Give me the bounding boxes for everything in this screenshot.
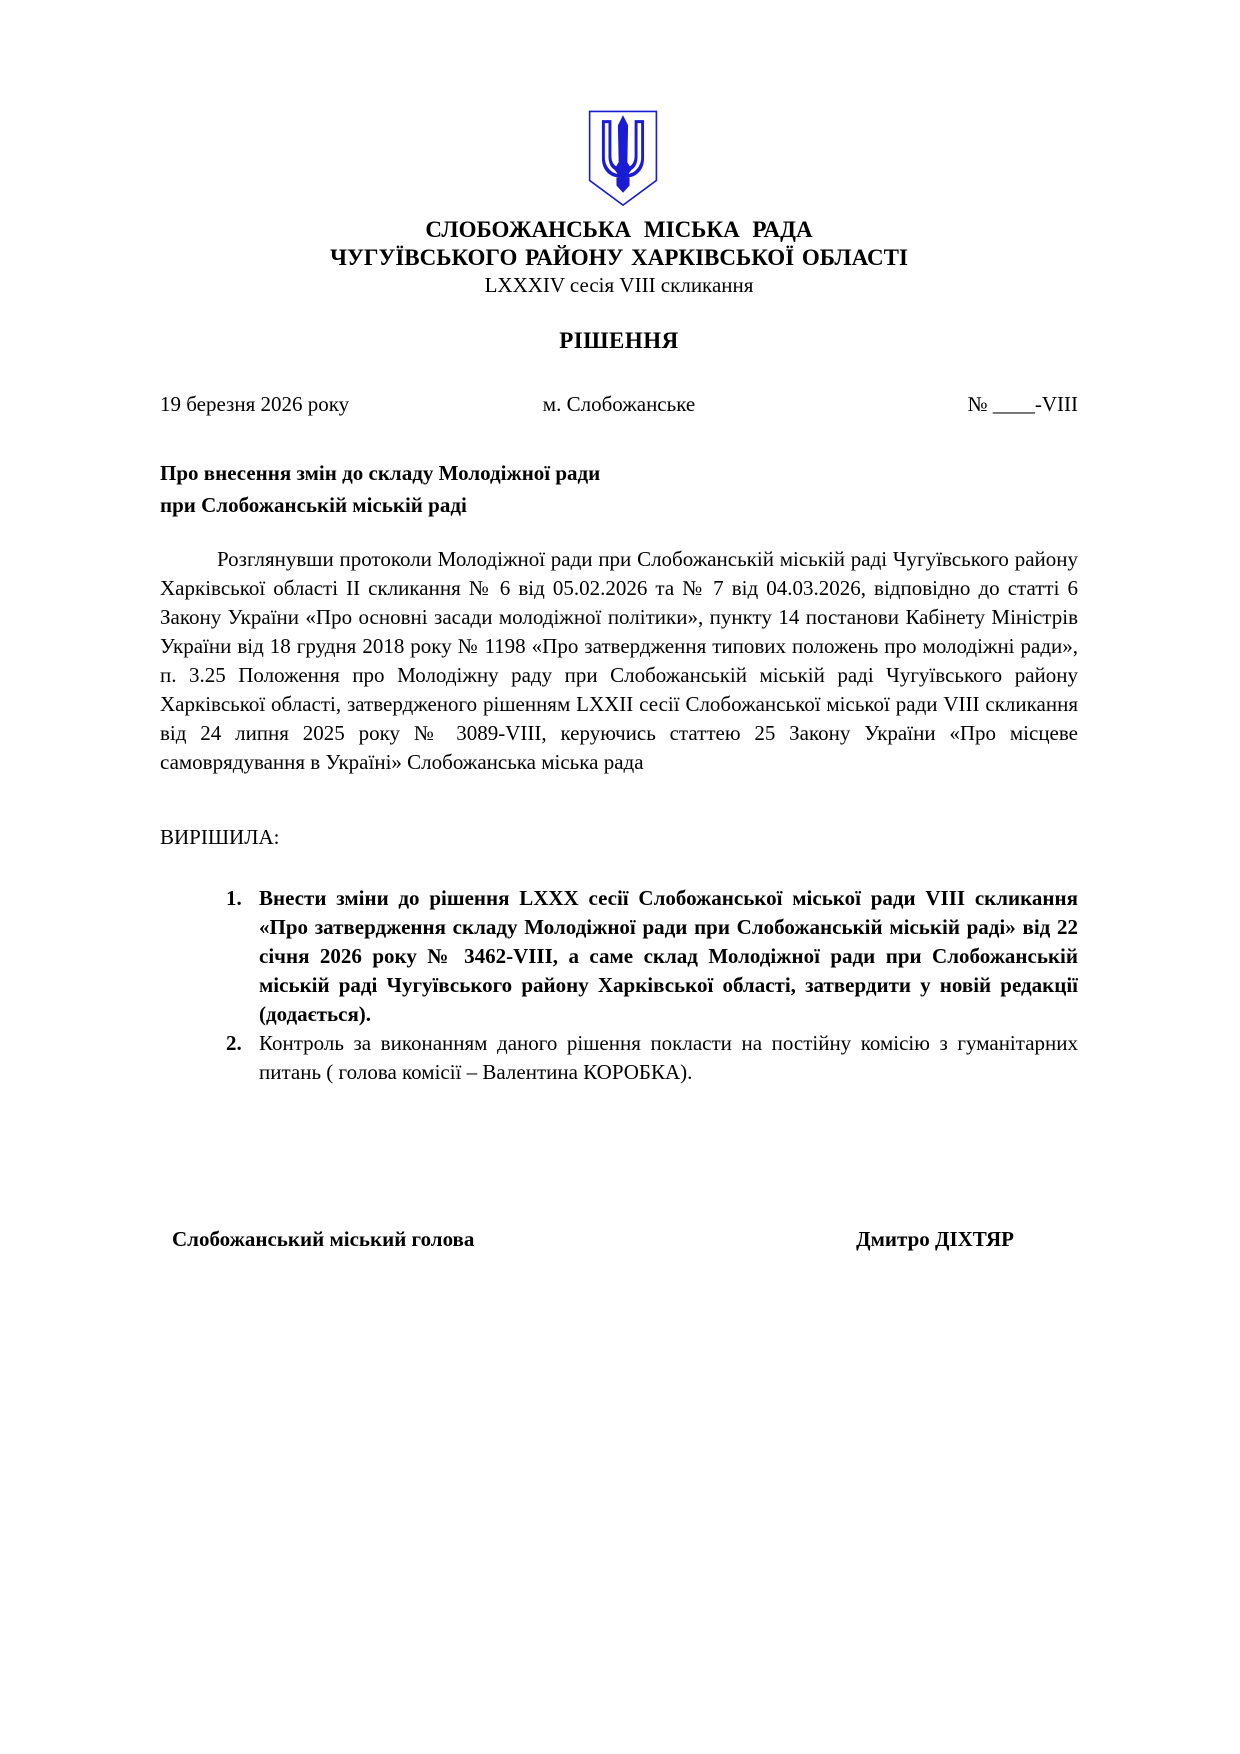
decision-subject [160,457,1078,521]
signatory-position: Слобожанський міський голова [172,1227,475,1251]
signatory-name: Дмитро ДІХТЯР [856,1227,1014,1251]
resolved-label: ВИРІШИЛА: [160,825,280,849]
item-1-text: Внести зміни до рішення LXXX сесії Слобожанської міської ради VIII скликання «Про затвердження складу Молодіжної ради при Слобожанській міській раді» від 22 січня 2026 року № 3462-VIII, а саме склад Молодіжної ради при Слобожанській міській раді Чугуївського району Харківської області, затвердити у новій редакції (додається). [259,886,1078,1026]
item-2-text: Контроль за виконанням даного рішення покласти на постійну комісію з гуманітарних питань ( голова комісії – Валентина КОРОБКА). [259,1031,1078,1084]
decision-number: № ____-VIII [967,392,1078,416]
resolution-items [160,884,1078,1087]
coat-of-arms [168,110,1078,208]
subject-line-2: при Слобожанській міській раді [160,493,467,517]
meta-row [160,392,1078,417]
subject-line-1: Про внесення змін до складу Молодіжної ради [160,461,601,485]
decision-place: м. Слобожанське [542,392,696,416]
signature-row [160,1227,1078,1252]
resolution-item-2 [160,1029,1078,1087]
district-name: ЧУГУЇВСЬКОГО РАЙОНУ ХАРКІВСЬКОЇ ОБЛАСТІ [330,245,908,270]
session-line: LXXXIV сесія VIII скликання [484,273,754,297]
item-2-number: 2. [226,1031,242,1055]
trident-emblem-icon [586,110,660,208]
decision-date: 19 березня 2026 року [160,392,350,416]
resolution-item-1 [160,884,1078,1029]
item-1-number: 1. [226,886,242,910]
document-type-title: РІШЕННЯ [559,328,679,353]
council-name: СЛОБОЖАНСЬКА МІСЬКА РАДА [425,217,813,242]
preamble-paragraph: Розглянувши протоколи Молодіжної ради при Слобожанській міській раді Чугуївського району Харківської області ІІ скликання № 6 від 05.02.2026 та № 7 від 04.03.2026, відповідно до статті 6 Закону України «Про основні засади молодіжної політики», пункту 14 постанови Кабінету Міністрів України від 18 грудня 2018 року № 1198 «Про затвердження типових положень про молодіжні ради», п. 3.25 Положення про Молодіжну раду при Слобожанській міській раді Чугуївського району Харківської області, затвердженого рішенням LXXII сесії Слобожанської міської ради VIII скликання від 24 липня 2025 року № 3089-VIII, керуючись статтею 25 Закону України «Про місцеве самоврядування в Україні» Слобожанська міська рада [160,547,1078,774]
